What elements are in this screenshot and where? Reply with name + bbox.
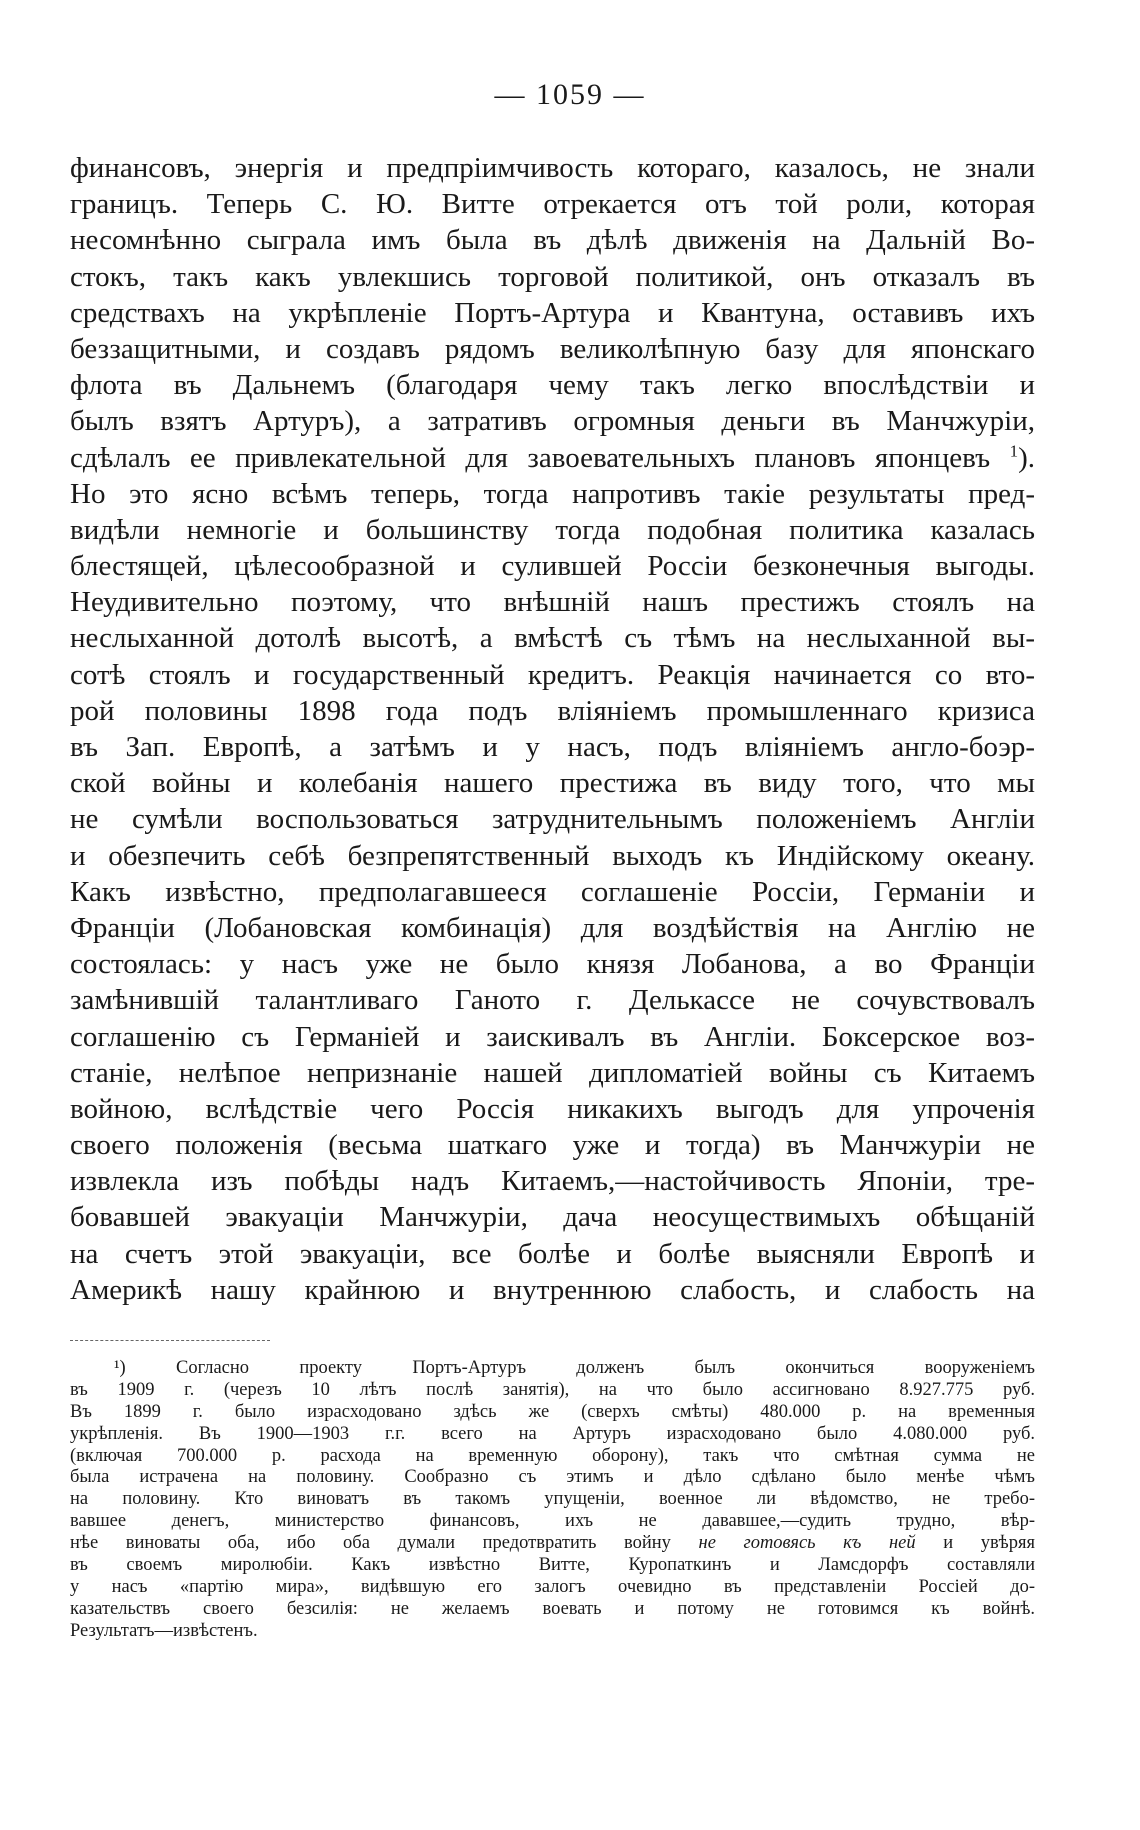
text-line: соглашенію съ Германіей и заискивалъ въ Англіи. Боксерское воз- (70, 1020, 1035, 1053)
footnote-line: ¹) Согласно проекту Портъ-Артуръ долженъ былъ окончиться вооруженіемъ (114, 1358, 1035, 1378)
text-line: видѣли немногіе и большинству тогда подобная политика казалась (70, 513, 1035, 546)
text-line: рой половины 1898 года подъ вліяніемъ промышленнаго кризиса (70, 694, 1035, 727)
footnote-segment: нѣе виноваты оба, ибо оба думали предотвратить войну (70, 1533, 671, 1554)
text-line: Франціи (Лобановская комбинація) для воздѣйствія на Англію не (70, 911, 1035, 944)
text-line: состоялась: у насъ уже не было князя Лобанова, а во Франціи (70, 948, 1035, 981)
text-line: и обезпечить себѣ безпрепятственный выходъ къ Индійскому океану. (70, 839, 1035, 872)
footnote-line: была истрачена на половину. Сообразно съ этимъ и дѣло сдѣлано было менѣе чѣмъ (70, 1467, 1035, 1488)
footnote-reference-tail: ). (1018, 441, 1035, 474)
text-line: финансовъ, энергія и предпріимчивость котораго, казалось, не знали (70, 152, 1035, 184)
footnote-divider (70, 1340, 270, 1341)
footnote-line: въ своемъ миролюбіи. Какъ извѣстно Витте, Куропаткинъ и Ламсдорфъ составляли (70, 1555, 1035, 1576)
text-line: границъ. Теперь С. Ю. Витте отрекается отъ той роли, которая (70, 188, 1035, 221)
footnote-line: вавшее денегъ, министерство финансовъ, ихъ не дававшее,—судить трудно, вѣр- (70, 1511, 1035, 1532)
text-line: флота въ Дальнемъ (благодаря чему такъ легко впослѣдствіи и (70, 369, 1035, 402)
footnote-line: Результатъ—извѣстенъ. (70, 1620, 258, 1641)
main-text (70, 150, 1035, 1308)
text-line: Какъ извѣстно, предполагавшееся соглашеніе Россіи, Германіи и (70, 875, 1035, 908)
footnote-line: укрѣпленія. Въ 1900—1903 г.г. всего на Артуръ израсходовано было 4.080.000 руб. (70, 1423, 1035, 1444)
text-line: замѣнившій талантливаго Ганото г. Делькассе не сочувствовалъ (70, 984, 1035, 1017)
text-line: не сумѣли воспользоваться затруднительнымъ положеніемъ Англіи (70, 803, 1035, 836)
text-line: сотѣ стоялъ и государственный кредитъ. Реакція начинается со вто- (70, 658, 1035, 691)
text-segment: сдѣлалъ ее привлекательной для завоевательныхъ плановъ японцевъ (70, 441, 991, 474)
footnote-line: казательствъ своего безсилія: не желаемъ воевать и потому не готовимся къ войнѣ. (70, 1598, 1035, 1619)
text-line: войною, вслѣдствіе чего Россія никакихъ выгодъ для упроченія (70, 1092, 1035, 1125)
footnote-line: Въ 1899 г. было израсходовано здѣсь же (сверхъ смѣты) 480.000 р. на временныя (70, 1401, 1035, 1422)
footnote-line-with-italic (70, 1533, 1035, 1555)
text-line: былъ взятъ Артуръ), а затративъ огромныя деньги въ Манчжуріи, (70, 405, 1035, 438)
footnote-segment-tail: и увѣряя (943, 1533, 1035, 1554)
text-line: беззащитными, и создавъ рядомъ великолѣпную базу для японскаго (70, 332, 1035, 365)
text-line: своего положенія (весьма шаткаго уже и тогда) въ Манчжуріи не (70, 1129, 1035, 1162)
footnote-line: на половину. Кто виноватъ въ такомъ упущеніи, военное ли вѣдомство, не требо- (70, 1489, 1035, 1510)
footnote-reference: 1 (1009, 440, 1019, 460)
text-line: на счетъ этой эвакуаціи, все болѣе и болѣе выясняли Европѣ и (70, 1237, 1035, 1270)
footnote (70, 1358, 1035, 1643)
text-line: стокъ, такъ какъ увлекшись торговой политикой, онъ отказалъ въ (70, 260, 1035, 293)
text-line: средствахъ на укрѣпленіе Портъ-Артура и Квантуна, оставивъ ихъ (70, 296, 1035, 329)
text-line: станіе, нелѣпое непризнаніе нашей дипломатіей войны съ Китаемъ (70, 1056, 1035, 1089)
footnote-italic-phrase: не готовясь къ ней (698, 1533, 916, 1554)
footnote-line: (включая 700.000 р. расхода на временную оборону), такъ что смѣтная сумма не (70, 1445, 1035, 1466)
text-line: неслыханной дотолѣ высотѣ, а вмѣстѣ съ тѣмъ на неслыханной вы- (70, 622, 1035, 655)
text-line: ской войны и колебанія нашего престижа въ виду того, что мы (70, 767, 1035, 800)
text-line: Но это ясно всѣмъ теперь, тогда напротивъ такіе результаты пред- (70, 477, 1035, 510)
footnote-line: у насъ «партію мира», видѣвшую его залогъ очевидно въ представленіи Россіей до- (70, 1576, 1035, 1597)
text-line: несомнѣнно сыграла имъ была въ дѣлѣ движенія на Дальній Во- (70, 224, 1035, 257)
text-line: Америкѣ нашу крайнюю и внутреннюю слабость, и слабость на (70, 1273, 1035, 1306)
page-number: — 1059 — (494, 78, 646, 111)
text-line: въ Зап. Европѣ, а затѣмъ и у насъ, подъ вліяніемъ англо-боэр- (70, 731, 1035, 763)
text-line: извлекла изъ побѣды надъ Китаемъ,—настойчивость Японіи, тре- (70, 1165, 1035, 1198)
footnote-line: въ 1909 г. (черезъ 10 лѣтъ послѣ занятія), на что было ассигновано 8.927.775 руб. (70, 1379, 1035, 1400)
text-line-with-footnote-ref (70, 440, 1035, 476)
text-line: бовавшей эвакуаціи Манчжуріи, дача неосуществимыхъ обѣщаній (70, 1201, 1035, 1234)
text-line: блестящей, цѣлесообразной и сулившей Россіи безконечныя выгоды. (70, 550, 1035, 583)
text-line: Неудивительно поэтому, что внѣшній нашъ престижъ стоялъ на (70, 586, 1035, 619)
